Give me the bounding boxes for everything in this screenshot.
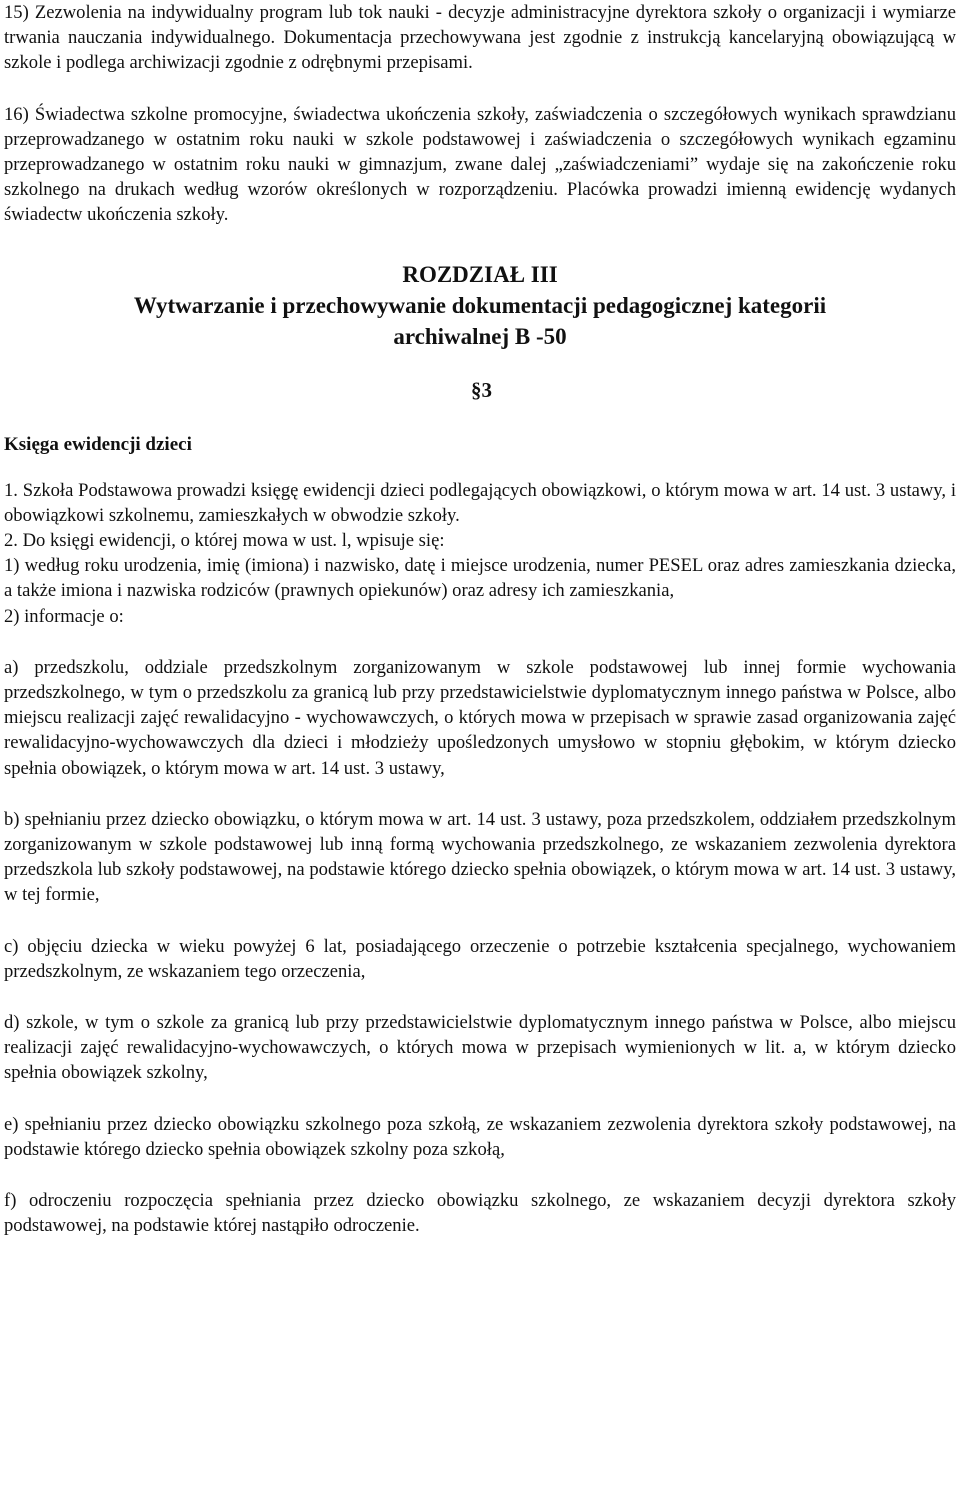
item-2-1: 1) według roku urodzenia, imię (imiona) i nazwisko, datę i miejsce urodzenia, numer PESEL oraz adres zamieszkania dziecka, a także imiona i nazwiska rodziców (prawnych opiekunów) oraz adresy ich zamieszkania, xyxy=(4,555,956,602)
item-e: e) spełnianiu przez dziecko obowiązku szkolnego poza szkołą, ze wskazaniem zezwolenia dyrektora szkoły podstawowej, na podstawie którego dziecko spełnia obowiązek szkolny poza szkołą, xyxy=(4,1113,956,1160)
item-2: 2. Do księgi ewidencji, o której mowa w ust. l, wpisuje się: xyxy=(4,530,445,552)
item-f: f) odroczeniu rozpoczęcia spełniania przez dziecko obowiązku szkolnego, ze wskazaniem decyzji dyrektora szkoły podstawowej, na podstawie której nastąpiło odroczenie. xyxy=(4,1190,956,1237)
item-c: c) objęciu dziecka w wieku powyżej 6 lat, posiadającego orzeczenie o potrzebie kształcenia specjalnego, wychowaniem przedszkolnym, ze wskazaniem tego orzeczenia, xyxy=(4,935,956,982)
section-number: §3 xyxy=(471,377,492,402)
chapter-title-line-1: Wytwarzanie i przechowywanie dokumentacji pedagogicznej kategorii xyxy=(133,292,827,318)
paragraph-16: 16) Świadectwa szkolne promocyjne, świadectwa ukończenia szkoły, zaświadczenia o szczegółowych wynikach sprawdzianu przeprowadzanego w ostatnim roku nauki w szkole podstawowej i zaświadczenia o szczegółowych wynikach egzaminu przeprowadzanego w ostatnim roku nauki w gimnazjum, zwane dalej „zaświadczeniami” wydaje się na zakończenie roku szkolnego na drukach według wzorów określonych w rozporządzeniu. Placówka prowadzi imienną ewidencję wydanych świadectw ukończenia szkoły. xyxy=(4,103,956,226)
chapter-title-line-2: archiwalnej B -50 xyxy=(393,323,567,349)
item-2-2: 2) informacje o: xyxy=(4,605,124,627)
item-b: b) spełnianiu przez dziecko obowiązku, o którym mowa w art. 14 ust. 3 ustawy, poza przedszkolem, oddziałem przedszkolnym zorganizowanym w szkole podstawowej lub inną formą wychowania przedszkolnego, ze wskazaniem zezwolenia dyrektora przedszkola lub szkoły podstawowej, na podstawie którego dziecko spełnia obowiązek, o którym mowa w art. 14 ust. 3 ustawy, w tej formie, xyxy=(4,808,956,906)
paragraph-15: 15) Zezwolenia na indywidualny program lub tok nauki - decyzje administracyjne dyrektora szkoły o organizacji i wymiarze trwania nauczania indywidualnego. Dokumentacja przechowywana jest zgodnie z instrukcją kancelaryjną obowiązującą w szkole i podlega archiwizacji zgodnie z odrębnymi przepisami. xyxy=(4,2,956,74)
section-title: Księga ewidencji dzieci xyxy=(4,433,192,455)
document-page xyxy=(4,0,956,1239)
item-d: d) szkole, w tym o szkole za granicą lub przy przedstawicielstwie dyplomatycznym innego państwa w Polsce, albo miejscu realizacji zajęć rewalidacyjno-wychowawczych, o których mowa w przepisach wymienionych w lit. a, w którym dziecko spełnia obowiązek szkolny, xyxy=(4,1012,956,1084)
item-a: a) przedszkolu, oddziale przedszkolnym zorganizowanym w szkole podstawowej lub innej formie wychowania przedszkolnego, w tym o przedszkolu za granicą lub przy przedstawicielstwie dyplomatycznym innego państwa w Polsce, albo miejscu realizacji zajęć rewalidacyjno - wychowawczych, o których mowa w przepisach w sprawie zasad organizowania zajęć rewalidacyjno-wychowawczych dla dzieci i młodzieży upośledzonych umysłowo w stopniu głębokim, w którym dziecko spełnia obowiązek, o którym mowa w art. 14 ust. 3 ustawy, xyxy=(4,656,956,779)
chapter-heading: ROZDZIAŁ III xyxy=(402,261,558,287)
item-1: 1. Szkoła Podstawowa prowadzi księgę ewidencji dzieci podlegających obowiązkowi, o którym mowa w art. 14 ust. 3 ustawy, i obowiązkowi szkolnemu, zamieszkałych w obwodzie szkoły. xyxy=(4,479,956,526)
